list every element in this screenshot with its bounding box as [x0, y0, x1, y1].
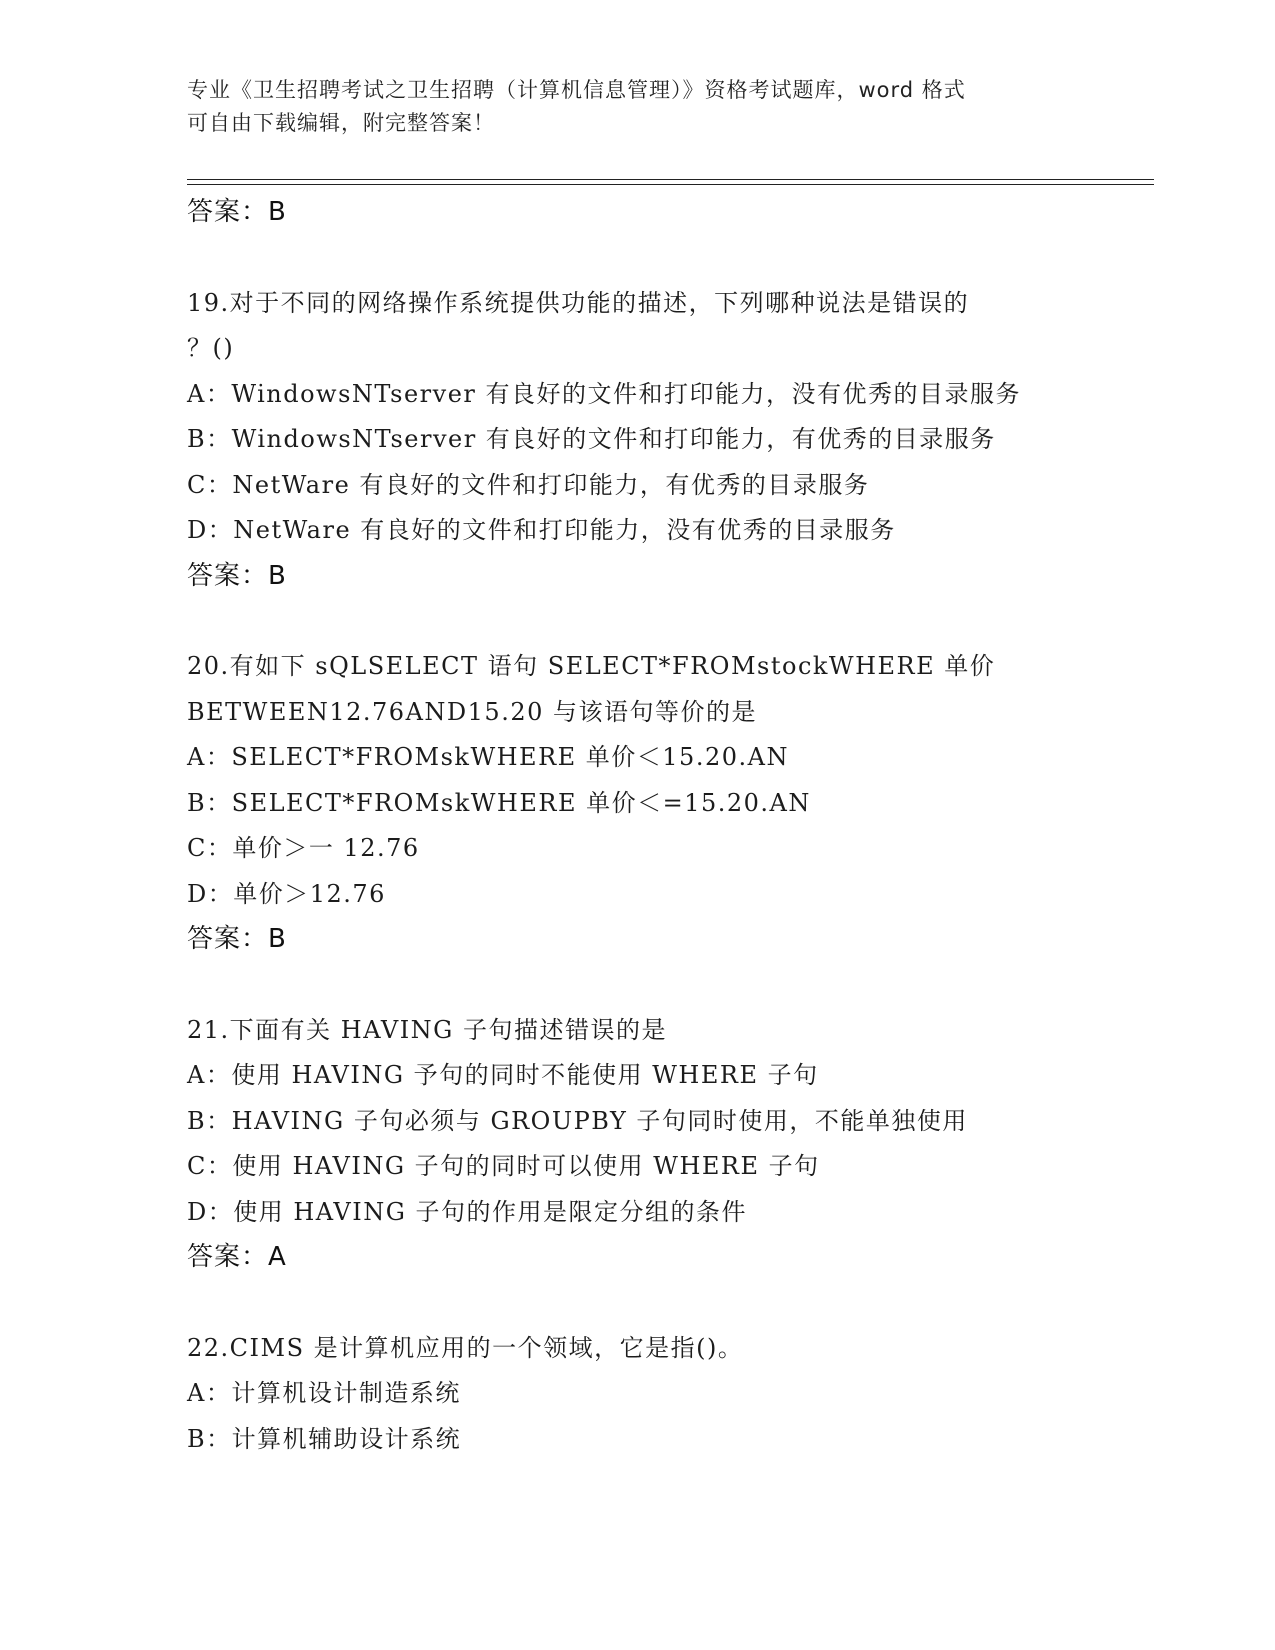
question-stem: 21.下面有关 HAVING 子句描述错误的是: [187, 1015, 667, 1044]
answer-line: 答案：B: [187, 560, 287, 591]
question-stem: 20.有如下 sQLSELECT 语句 SELECT*FROMstockWHERE 单价: [187, 652, 996, 680]
answer-option: B：计算机辅助设计系统: [187, 1424, 462, 1453]
answer-line: 答案：B: [187, 924, 287, 954]
answer-line: 答案：B: [187, 197, 287, 227]
question-stem: 22.CIMS 是计算机应用的一个领域，它是指()。: [187, 1333, 744, 1362]
answer-option: D：NetWare 有良好的文件和打印能力，没有优秀的目录服务: [187, 516, 896, 544]
answer-line: 答案：A: [187, 1242, 287, 1272]
answer-option: C：单价＞一 12.76: [187, 834, 420, 862]
header-divider-bottom: [187, 184, 1154, 185]
document-body: [187, 190, 1147, 1462]
question-stem: ？(): [187, 334, 235, 362]
answer-option: C：使用 HAVING 子句的同时可以使用 WHERE 子句: [187, 1152, 820, 1180]
answer-option: C：NetWare 有良好的文件和打印能力，有优秀的目录服务: [187, 470, 870, 499]
answer-option: D：使用 HAVING 子句的作用是限定分组的条件: [187, 1197, 748, 1226]
answer-option: A：SELECT*FROMskWHERE 单价＜15.20.AN: [187, 743, 789, 771]
question-block: [187, 644, 1147, 963]
header-line-1: 专业《卫生招聘考试之卫生招聘（计算机信息管理）》资格考试题库，word 格式: [187, 78, 966, 102]
answer-option: A：计算机设计制造系统: [187, 1379, 461, 1407]
header-line-2: 可自由下载编辑，附完整答案！: [187, 111, 495, 135]
question-stem: BETWEEN12.76AND15.20 与该语句等价的是: [187, 697, 757, 726]
question-stem: 19.对于不同的网络操作系统提供功能的描述，下列哪种说法是错误的: [187, 288, 970, 317]
question-block: [187, 1326, 1147, 1463]
question-list: [187, 281, 1147, 1463]
question-block: [187, 281, 1147, 600]
answer-option: A：使用 HAVING 予句的同时不能使用 WHERE 子句: [187, 1061, 819, 1089]
document-header: [187, 74, 1067, 140]
answer-option: A：WindowsNTserver 有良好的文件和打印能力，没有优秀的目录服务: [187, 379, 1021, 408]
header-divider-top: [187, 179, 1154, 180]
answer-option: B：WindowsNTserver 有良好的文件和打印能力，有优秀的目录服务: [187, 425, 996, 453]
question-block: [187, 1008, 1147, 1281]
answer-option: B：SELECT*FROMskWHERE 单价＜=15.20.AN: [187, 788, 811, 817]
answer-option: B：HAVING 子句必须与 GROUPBY 子句同时使用，不能单独使用: [187, 1106, 968, 1135]
answer-option: D：单价＞12.76: [187, 879, 386, 908]
